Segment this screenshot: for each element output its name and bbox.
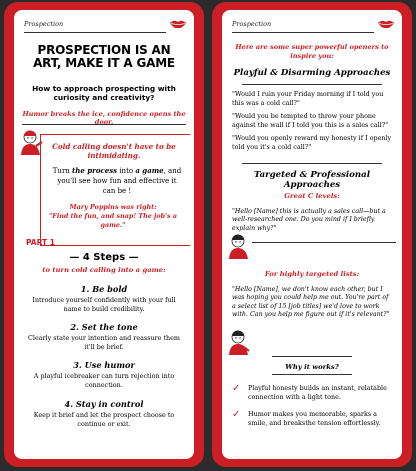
lips-icon bbox=[377, 19, 395, 29]
page-subtitle: How to approach prospecting with curiosity and creativity? bbox=[32, 84, 176, 102]
opener-quote: "Hello [Name], we don't know each other, but I was hoping you could help me out. You're part of a select list of 15 [job titles] we'd love to work with. Can you help me figure out if it's relevant?" bbox=[232, 286, 390, 319]
separator bbox=[272, 356, 352, 357]
level-label: Great C levels: bbox=[284, 192, 340, 200]
lips-icon bbox=[169, 19, 187, 29]
step-heading: 4. Stay in control bbox=[64, 399, 144, 409]
page-header: Prospection bbox=[232, 20, 272, 28]
benefit-point: Humor makes you memorable, sparks a smile, and breaksthe tension effortlessly. bbox=[248, 410, 381, 427]
opener-quote: "Would you be tempted to throw your phone against the wall if I told you this is a sales call?" bbox=[232, 112, 389, 129]
step-heading: 1. Be bold bbox=[80, 284, 128, 294]
step-text: Keep it brief and let the prospect choose to continue or exit. bbox=[33, 411, 175, 428]
cold-calling-note: Cold calling doesn't have to be intimidating. bbox=[52, 142, 176, 160]
section-heading: Playful & Disarming Approaches bbox=[233, 68, 391, 78]
step-text: Clearly state your intention and reassure them it'll be brief. bbox=[28, 334, 180, 351]
page-header: Prospection bbox=[24, 20, 64, 28]
step-heading: 2. Set the tone bbox=[70, 322, 138, 332]
step-text: A playful icebreaker can turn rejection into connection. bbox=[33, 372, 175, 389]
separator bbox=[242, 163, 382, 164]
left-page-frame bbox=[4, 2, 204, 467]
separator bbox=[22, 124, 186, 125]
quote-line: Mary Poppins was right: bbox=[69, 203, 157, 211]
steps-title: — 4 Steps — bbox=[69, 252, 139, 263]
separator bbox=[252, 242, 396, 243]
section-heading: Targeted & Professional Approaches bbox=[254, 170, 370, 190]
header-rule bbox=[232, 32, 374, 33]
turn-text-part: , and you'll see how fun and effective it can be ! bbox=[57, 167, 182, 195]
openers-intro: Here are some super powerful openers to inspire you: bbox=[235, 43, 389, 60]
left-page-card bbox=[14, 10, 194, 459]
checkmark-icon: ✓ bbox=[232, 409, 241, 420]
separator bbox=[242, 84, 382, 85]
humor-line: Humor breaks the ice, confidence opens the door. bbox=[22, 110, 186, 126]
why-heading: Why it works? bbox=[285, 363, 339, 371]
turn-emphasis: a game bbox=[135, 166, 164, 175]
separator bbox=[272, 374, 352, 375]
character-illustration-icon bbox=[226, 232, 252, 260]
turn-process-text bbox=[52, 166, 182, 196]
level-label: For highly targeted lists: bbox=[264, 270, 360, 278]
turn-text-part: Turn bbox=[52, 167, 73, 175]
opener-quote: "Hello [Name] this is actually a sales call—but a well-researched one. Do you mind if I briefly explain why?" bbox=[232, 208, 386, 232]
character-illustration-icon bbox=[226, 328, 252, 356]
opener-quote: "Would you openly reward my honesty if I openly told you it's a cold call?" bbox=[232, 134, 392, 151]
checkmark-icon: ✓ bbox=[232, 383, 241, 394]
opener-quote: "Would I ruin your Friday morning if I told you this was a cold call?" bbox=[232, 90, 384, 107]
part-label: PART 1 bbox=[26, 238, 55, 247]
right-page-frame bbox=[212, 2, 412, 467]
header-rule bbox=[24, 32, 166, 33]
turn-text-part: into bbox=[117, 167, 136, 175]
quote-line: "Find the fun, and snap! The job's a game." bbox=[48, 212, 178, 229]
character-illustration-icon bbox=[18, 128, 44, 156]
turn-emphasis: the process bbox=[72, 166, 118, 175]
step-text: Introduce yourself confidently with your full name to build credibility. bbox=[32, 296, 176, 313]
benefit-point: Playful honesty builds an instant, relatable connection with a light tone. bbox=[248, 384, 387, 401]
mary-poppins-quote bbox=[42, 203, 184, 230]
step-heading: 3. Use humor bbox=[73, 360, 135, 370]
steps-subtitle: to turn cold calling into a game: bbox=[42, 266, 166, 274]
right-page-card bbox=[222, 10, 402, 459]
page-title: PROSPECTION IS AN ART, MAKE IT A GAME bbox=[33, 43, 175, 70]
